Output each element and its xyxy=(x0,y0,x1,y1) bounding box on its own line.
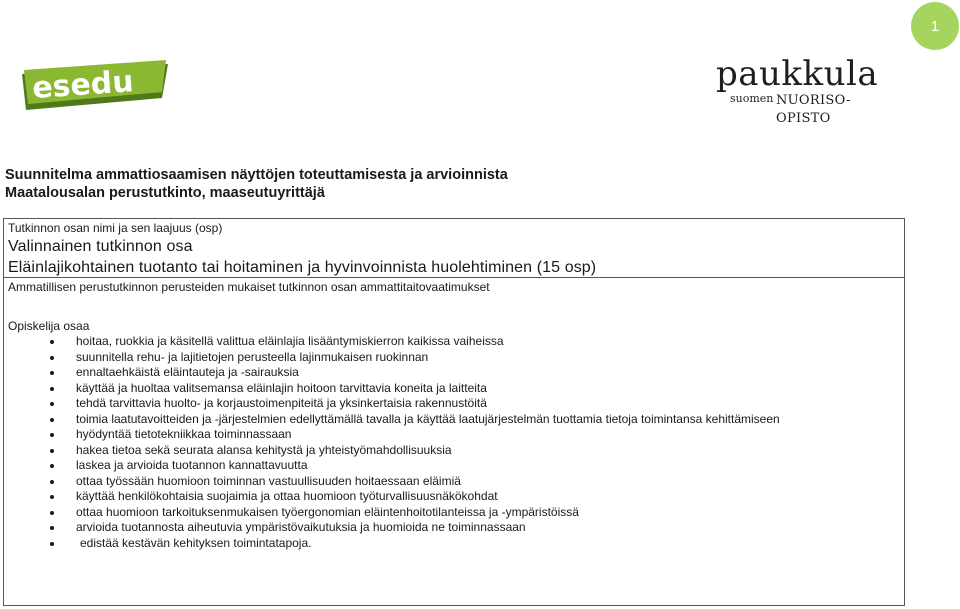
page-number-badge: 1 xyxy=(911,2,959,50)
requirement-text: käyttää ja huoltaa valitsemansa eläinlajin hoitoon tarvittavia koneita ja laitteita xyxy=(76,380,487,395)
requirement-text: ottaa huomioon tarkoituksenmukaisen työergonomian eläintenhoitotilanteissa ja -ympäristöissä xyxy=(76,504,579,519)
requirement-text: toimia laatutavoitteiden ja -järjestelmien edellyttämällä tavalla ja käyttää laatujärjestelmän tuottamia tietoja toimintansa kehittämiseen xyxy=(76,411,780,426)
student-label: Opiskelija osaa xyxy=(8,319,90,333)
requirement-text: hoitaa, ruokkia ja käsitellä valittua eläinlajia lisääntymiskierron kaikissa vaiheissa xyxy=(76,334,504,348)
requirement-text: ottaa työssään huomioon toiminnan vastuullisuuden hoitaessaan eläimiä xyxy=(76,473,461,488)
bullet-icon xyxy=(50,495,54,499)
requirements-title: Ammatillisen perustutkinnon perusteiden mukaiset tutkinnon osan ammattitaitovaatimukset xyxy=(8,280,490,294)
esedu-logo xyxy=(22,58,168,110)
requirement-text: arvioida tuotannosta aiheutuvia ympäristövaikutuksia ja huomioida ne toiminnassaan xyxy=(76,520,526,534)
document-title: Suunnitelma ammattiosaamisen näyttöjen toteuttamisesta ja arvioinnista xyxy=(5,167,508,183)
paukkula-sub-left: suomen xyxy=(730,92,774,105)
bullet-icon xyxy=(50,371,54,375)
requirement-text: ennaltaehkäistä eläintauteja ja -sairauksia xyxy=(76,365,299,379)
unit-type: Valinnainen tutkinnon osa xyxy=(8,238,193,255)
requirement-text: hakea tietoa sekä seurata alansa kehitystä ja yhteistyömahdollisuuksia xyxy=(76,442,452,457)
bullet-icon xyxy=(50,387,54,391)
bullet-icon xyxy=(50,464,54,468)
paukkula-logo xyxy=(714,54,894,126)
requirement-text: käyttää henkilökohtaisia suojaimia ja ottaa huomioon työturvallisuusnäkökohdat xyxy=(76,489,498,503)
unit-box xyxy=(3,218,905,606)
document-titles xyxy=(5,166,508,202)
unit-header xyxy=(4,219,904,277)
bullet-icon xyxy=(50,433,54,437)
bullet-icon xyxy=(50,402,54,406)
paukkula-sub-right: NUORISO-OPISTO xyxy=(776,93,851,126)
unit-name: Eläinlajikohtainen tuotanto tai hoitaminen ja hyvinvoinnista huolehtiminen (15 osp) xyxy=(8,259,597,276)
bullet-icon xyxy=(50,356,54,360)
bullet-icon xyxy=(50,340,54,344)
svg-text:esedu: esedu xyxy=(31,64,135,107)
bullet-icon xyxy=(50,542,54,546)
bullet-icon xyxy=(50,418,54,422)
requirement-text: suunnitella rehu- ja lajitietojen perusteella lajinmukaisen ruokinnan xyxy=(76,349,429,364)
requirement-text: laskea ja arvioida tuotannon kannattavuutta xyxy=(76,458,308,472)
requirement-text: edistää kestävän kehityksen toimintatapoja. xyxy=(80,535,312,550)
unit-name-label: Tutkinnon osan nimi ja sen laajuus (osp) xyxy=(8,221,223,235)
bullet-icon xyxy=(50,511,54,515)
bullet-icon xyxy=(50,480,54,484)
bullet-icon xyxy=(50,526,54,530)
requirement-text: hyödyntää tietotekniikkaa toiminnassaan xyxy=(76,427,292,441)
requirement-text: tehdä tarvittavia huolto- ja korjaustoimenpiteitä ja yksinkertaisia rakennustöitä xyxy=(76,396,487,410)
paukkula-wordmark: paukkula xyxy=(716,54,879,94)
bullet-icon xyxy=(50,449,54,453)
document-subtitle: Maatalousalan perustutkinto, maaseutuyrittäjä xyxy=(5,185,325,201)
